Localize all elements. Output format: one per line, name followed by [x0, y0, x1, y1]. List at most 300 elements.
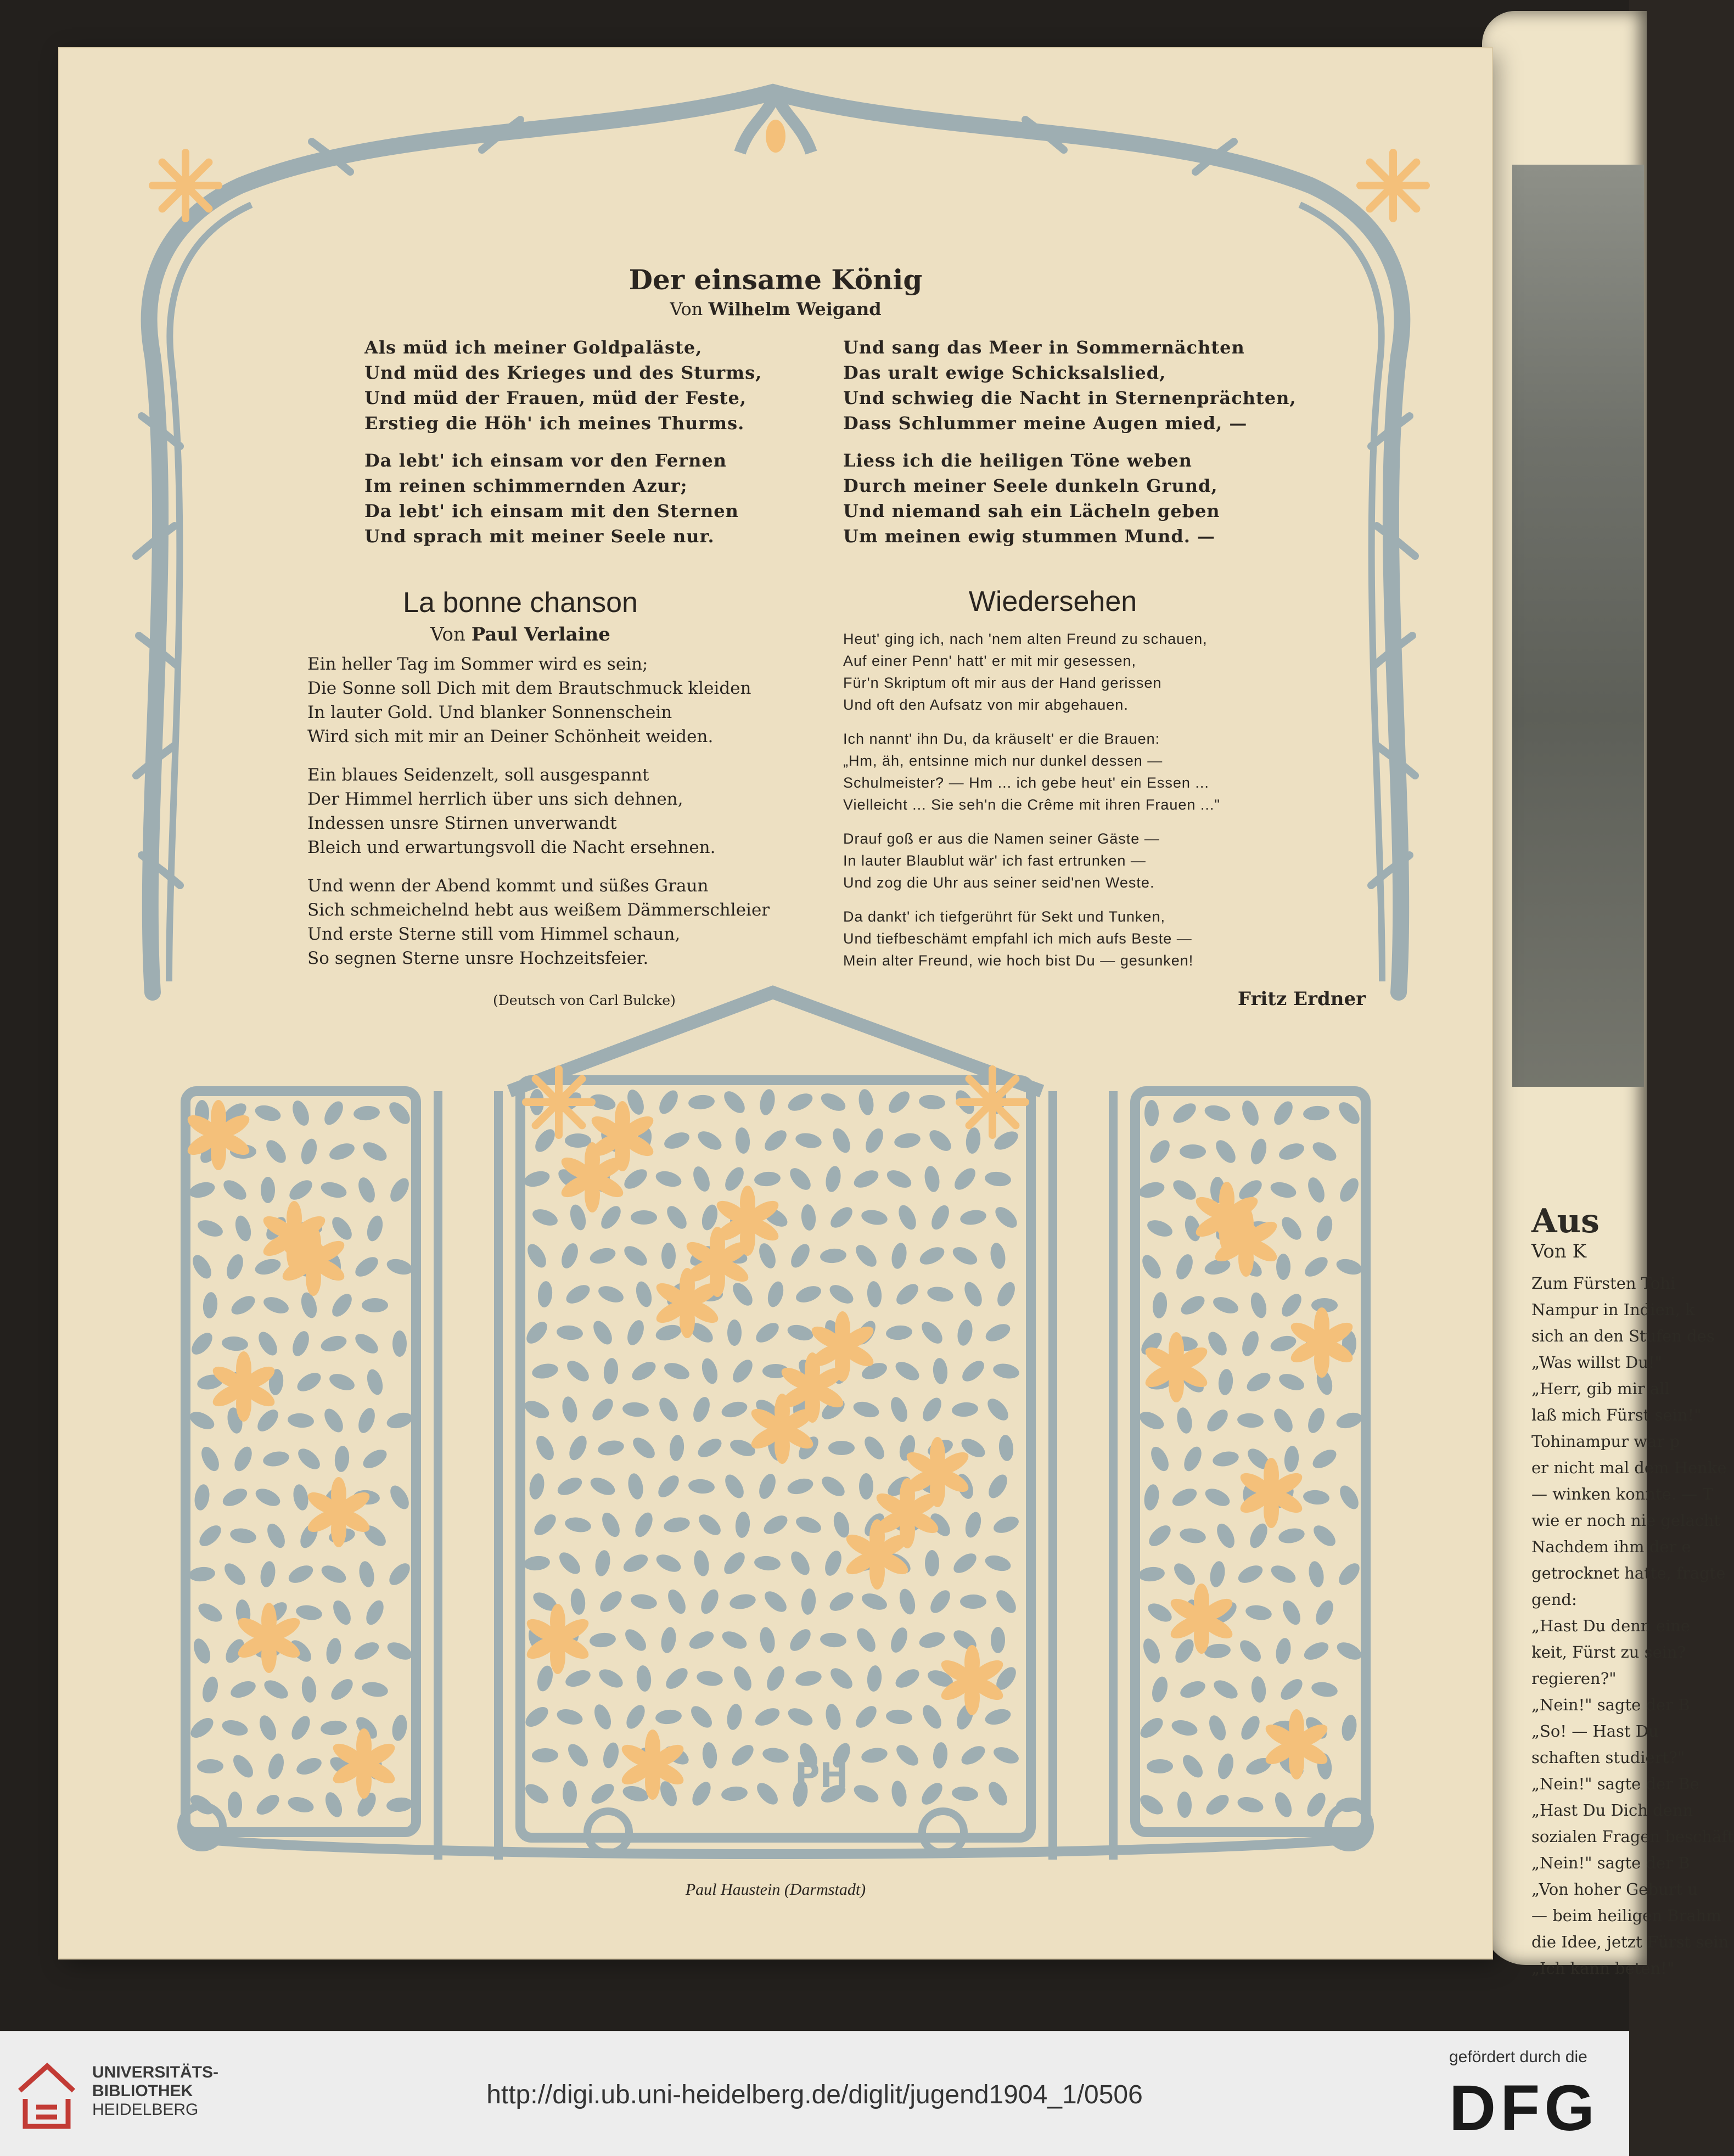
leaf: [1270, 1098, 1296, 1128]
leaf: [364, 1367, 385, 1396]
leaf: [361, 1680, 389, 1699]
flower-center: [806, 1381, 819, 1394]
leaf: [190, 1636, 214, 1666]
leaf: [233, 1214, 254, 1243]
leaf: [1312, 1598, 1337, 1628]
leaf: [786, 1625, 814, 1654]
flower-center: [262, 1631, 276, 1644]
leaf: [386, 1796, 413, 1813]
leaf: [669, 1434, 685, 1462]
next-page-line: „Hast Du denn eine: [1531, 1616, 1691, 1635]
leaf: [195, 1217, 225, 1239]
flower-center: [586, 1171, 599, 1184]
verse-line: Schulmeister? — Hm ... ich gebe heut' ein Essen ...: [843, 774, 1209, 791]
leaf: [659, 1626, 678, 1654]
library-line-2: BIBLIOTHEK: [92, 2082, 193, 2100]
permalink-url[interactable]: http://digi.ub.uni-heidelberg.de/diglit/jugend1904_1/0506: [486, 2080, 1143, 2109]
next-page-line: „Nein!" sagte der B: [1531, 1854, 1690, 1872]
leaf: [563, 1667, 593, 1690]
leaf: [866, 1665, 883, 1692]
poem-title: Der einsame König: [628, 263, 923, 296]
leaf: [264, 1521, 289, 1551]
leaf: [862, 1126, 887, 1156]
next-page-line: sozialen Fragen beschäft: [1531, 1827, 1734, 1846]
leaf: [1237, 1713, 1263, 1743]
leaf: [563, 1281, 593, 1307]
next-page-line: getrocknet hatte, fragte: [1531, 1564, 1726, 1582]
leaf: [895, 1203, 919, 1233]
leaf: [1145, 1217, 1175, 1239]
leaf: [958, 1742, 988, 1768]
leaf: [530, 1206, 560, 1228]
stanza: [843, 828, 1220, 894]
leaf: [688, 1779, 714, 1809]
leaf: [923, 1165, 941, 1193]
verse-line: Ein heller Tag im Sommer wird es sein;: [307, 654, 648, 674]
leaf: [328, 1675, 357, 1704]
next-page-line: „Nein!" sagte der B: [1531, 1695, 1690, 1714]
leaf: [522, 1397, 552, 1422]
leaf: [555, 1706, 584, 1727]
leaf: [629, 1434, 658, 1462]
leaf: [851, 1167, 882, 1191]
leaf: [624, 1318, 647, 1348]
leaf: [228, 1292, 258, 1318]
leaf: [1278, 1214, 1305, 1243]
leaf: [287, 1412, 315, 1429]
flower-center: [1315, 1336, 1328, 1349]
library-line-1: UNIVERSITÄTS-: [92, 2063, 219, 2081]
leaf: [720, 1087, 748, 1116]
flower-center: [357, 1757, 371, 1770]
leaf: [187, 1408, 217, 1433]
leaf: [654, 1472, 682, 1501]
leaf: [852, 1241, 880, 1270]
leaf: [1301, 1253, 1331, 1281]
leaf: [729, 1356, 756, 1386]
verse-line: Und müd des Krieges und des Sturms,: [364, 362, 762, 383]
leaf: [1138, 1566, 1165, 1583]
leaf: [228, 1678, 258, 1701]
leaf: [893, 1131, 922, 1150]
flower-center: [931, 1466, 944, 1479]
leaf: [917, 1244, 947, 1268]
leaf: [522, 1780, 552, 1807]
leaf: [918, 1094, 946, 1111]
leaf: [229, 1526, 257, 1545]
leaf: [262, 1137, 290, 1166]
leaf: [221, 1335, 249, 1352]
poem-byline: [59, 299, 1492, 319]
stanza: [364, 448, 762, 549]
leaf: [565, 1133, 591, 1148]
leaf: [228, 1792, 243, 1818]
flower-center: [332, 1506, 345, 1519]
byline-prefix: Von: [430, 624, 465, 645]
leaf: [992, 1362, 1020, 1381]
leaf: [1307, 1560, 1326, 1588]
leaf: [961, 1279, 985, 1310]
leaf: [299, 1290, 319, 1320]
leaf: [1278, 1290, 1305, 1320]
leaf: [1305, 1175, 1327, 1205]
flower-center: [836, 1340, 849, 1353]
leaf: [262, 1450, 290, 1469]
stanza: [307, 763, 770, 860]
leaf: [690, 1164, 712, 1194]
leaf: [328, 1290, 356, 1320]
flower-center: [901, 1507, 914, 1520]
leaf: [570, 1588, 587, 1615]
leaf: [621, 1242, 650, 1270]
leaf: [787, 1548, 813, 1578]
leaf: [1175, 1406, 1194, 1435]
library-line-3: HEIDELBERG: [92, 2101, 199, 2119]
leaf: [253, 1256, 282, 1277]
leaf: [589, 1632, 616, 1649]
leaf: [1146, 1521, 1175, 1550]
leaf: [998, 1434, 1014, 1462]
leaf: [983, 1553, 1012, 1574]
leaf: [1269, 1562, 1299, 1586]
leaf: [1137, 1714, 1166, 1742]
leaf: [202, 1292, 218, 1319]
leaf: [754, 1171, 781, 1187]
leaf: [522, 1169, 551, 1189]
flower-center: [307, 1254, 320, 1267]
leaf: [663, 1515, 691, 1535]
leaf: [888, 1625, 910, 1655]
leaf: [824, 1703, 843, 1731]
leaf: [800, 1588, 817, 1615]
leaf: [932, 1742, 949, 1769]
leaf: [665, 1587, 689, 1617]
leaf: [636, 1665, 653, 1692]
leaf: [200, 1675, 221, 1704]
leaf: [1335, 1559, 1363, 1588]
leaf: [729, 1279, 756, 1309]
leaf: [1179, 1526, 1207, 1545]
leaf: [1310, 1138, 1339, 1164]
verse-line: Erstieg die Höh' ich meines Thurms.: [364, 413, 745, 434]
illustration-caption: Paul Haustein (Darmstadt): [685, 1880, 866, 1899]
leaf: [632, 1510, 656, 1540]
leaf: [524, 1241, 549, 1271]
leaf: [294, 1445, 323, 1473]
leaf: [621, 1551, 651, 1576]
poem-stanza-left: [364, 335, 762, 561]
leaf: [1277, 1140, 1306, 1163]
leaf: [1177, 1792, 1192, 1818]
leaf: [963, 1510, 984, 1539]
verse-line: Vielleicht ... Sie seh'n die Crême mit ihren Frauen ...": [843, 796, 1221, 813]
leaf: [787, 1241, 813, 1271]
next-page-line: laß mich Fürst sein!": [1531, 1406, 1702, 1424]
leaf: [1178, 1678, 1208, 1701]
flower-center: [1265, 1486, 1278, 1500]
leaf: [893, 1280, 922, 1308]
verse-line: Da dankt' ich tiefgerührt für Sekt und Tunken,: [843, 908, 1165, 925]
leaf: [353, 1105, 380, 1121]
leaf: [983, 1706, 1012, 1727]
leaf: [758, 1088, 777, 1116]
leaf: [568, 1203, 588, 1232]
leaf: [633, 1279, 654, 1309]
flower-center: [1239, 1235, 1253, 1248]
poem-byline: [279, 624, 762, 645]
dfg-logo[interactable]: DFG: [1449, 2072, 1600, 2144]
leaf: [1334, 1410, 1363, 1431]
leaf: [1269, 1180, 1298, 1200]
verse-line: Und tiefbeschämt empfahl ich mich aufs Beste —: [843, 930, 1192, 947]
leaf: [688, 1094, 715, 1110]
leaf: [695, 1511, 724, 1539]
next-page-line: regieren?": [1531, 1669, 1617, 1688]
leaf: [629, 1358, 659, 1384]
leaf: [1170, 1560, 1199, 1589]
leaf: [1140, 1636, 1163, 1666]
verse-line: Ein blaues Seidenzelt, soll ausgespannt: [307, 765, 649, 785]
leaf: [386, 1483, 412, 1512]
leaf: [360, 1446, 390, 1472]
leaf: [1274, 1637, 1293, 1665]
leaf: [286, 1562, 316, 1587]
leaf: [951, 1786, 979, 1802]
leaf: [785, 1705, 816, 1729]
leaf: [1239, 1098, 1261, 1128]
leaf: [253, 1485, 283, 1509]
leaf: [1236, 1562, 1266, 1587]
next-page-line: wie er noch nie gelacht: [1531, 1511, 1721, 1530]
stanza: [843, 728, 1220, 816]
next-page-line: gend:: [1531, 1590, 1577, 1609]
leaf: [320, 1720, 347, 1737]
leaf: [322, 1790, 345, 1820]
leaf: [563, 1357, 592, 1385]
leaf: [597, 1203, 625, 1232]
leaf: [1335, 1098, 1363, 1127]
leaf: [1305, 1406, 1327, 1435]
leaf: [223, 1252, 246, 1282]
leaf: [820, 1248, 847, 1264]
leaf: [1269, 1333, 1298, 1354]
leaf: [1239, 1329, 1261, 1358]
leaf: [1203, 1406, 1231, 1435]
leaf: [588, 1245, 617, 1266]
funded-by-label: gefördert durch die: [1449, 2048, 1587, 2066]
leaf: [321, 1098, 346, 1128]
verse-line: Auf einer Penn' hatt' er mit mir gesessen,: [843, 653, 1137, 669]
leaf: [1277, 1675, 1306, 1704]
next-page-line: „Herr, gib mir all: [1531, 1379, 1670, 1398]
leaf: [857, 1088, 876, 1116]
leaf: [985, 1779, 1011, 1809]
verse-line: Und müd der Frauen, müd der Feste,: [364, 388, 747, 408]
leaf: [1217, 1368, 1234, 1396]
leaf: [352, 1330, 381, 1357]
stanza: [307, 652, 770, 749]
poem-stanza-right: [843, 335, 1297, 561]
verse-line: Da lebt' ich einsam vor den Fernen: [364, 450, 727, 471]
leaf: [991, 1627, 1005, 1653]
leaf: [1276, 1254, 1290, 1280]
verse-line: Und wenn der Abend kommt und süßes Graun: [307, 876, 709, 896]
leaf: [818, 1090, 849, 1115]
leaf: [261, 1177, 275, 1203]
leaf: [893, 1741, 922, 1769]
next-page-line: — winken konnte. — T: [1531, 1485, 1713, 1503]
leaf: [764, 1664, 788, 1694]
leaf: [537, 1281, 553, 1308]
next-page-line: Tohinampur war p: [1531, 1432, 1680, 1451]
leaf: [654, 1169, 683, 1189]
leaf: [918, 1779, 946, 1808]
leaf: [533, 1433, 558, 1463]
leaf: [385, 1559, 413, 1588]
leaf: [785, 1090, 816, 1114]
leaf: [960, 1594, 986, 1609]
leaf: [662, 1360, 692, 1382]
leaf: [1303, 1105, 1330, 1121]
poem-title: La bonne chanson: [403, 587, 638, 619]
verse-line: Und niemand sah ein Lächeln geben: [843, 501, 1220, 521]
leaf: [753, 1319, 782, 1346]
verse-line: Und schwieg die Nacht in Sternenprächten,: [843, 388, 1297, 408]
leaf: [1334, 1256, 1363, 1277]
leaf: [866, 1281, 883, 1308]
leaf: [951, 1401, 979, 1418]
leaf: [1336, 1483, 1362, 1512]
next-page-line: — beim heiligen Brahm: [1531, 1906, 1721, 1925]
leaf: [319, 1333, 348, 1354]
leaf: [187, 1180, 216, 1200]
next-page-photo: [1512, 165, 1644, 1087]
leaf: [928, 1203, 953, 1233]
leaf: [655, 1709, 682, 1726]
flower-center: [288, 1229, 301, 1243]
leaf: [603, 1357, 619, 1385]
leaf: [663, 1664, 692, 1693]
leaf: [188, 1566, 216, 1583]
leaf: [721, 1786, 748, 1803]
frame-branch-inner-right: [1300, 205, 1382, 981]
leaf: [289, 1329, 312, 1358]
flower-center: [711, 1255, 724, 1268]
leaf: [355, 1175, 378, 1205]
leaf: [885, 1324, 913, 1341]
leaf: [831, 1510, 852, 1539]
leaf: [785, 1322, 815, 1343]
leaf: [925, 1550, 939, 1576]
leaf: [193, 1483, 211, 1512]
leaf: [753, 1779, 782, 1809]
leaf: [695, 1669, 724, 1688]
leaf: [564, 1740, 592, 1770]
leaf: [860, 1590, 889, 1613]
leaf: [699, 1356, 720, 1385]
leaf: [301, 1676, 318, 1703]
verse-line: Um meinen ewig stummen Mund. —: [843, 526, 1216, 547]
leaf: [261, 1294, 291, 1316]
next-page-line: sich an den Stufen des: [1531, 1327, 1715, 1345]
leaf: [1272, 1790, 1295, 1820]
verse-line: Mein alter Freund, wie hoch bist Du — gesunken!: [843, 952, 1194, 969]
leaf: [989, 1242, 1007, 1270]
leaf: [324, 1637, 343, 1665]
leaf: [352, 1253, 381, 1281]
leaf: [720, 1548, 748, 1577]
leaf: [198, 1444, 223, 1474]
leaf: [919, 1702, 945, 1732]
leaf: [588, 1395, 616, 1424]
leaf: [319, 1180, 348, 1200]
verse-line: Und sang das Meer in Sommernächten: [843, 337, 1245, 358]
leaf: [661, 1243, 676, 1269]
poem-title: Wiedersehen: [968, 586, 1137, 617]
leaf: [1211, 1450, 1240, 1469]
leaf: [1173, 1252, 1196, 1282]
leaf: [1181, 1444, 1205, 1474]
leaf: [532, 1748, 558, 1763]
leaf: [593, 1549, 612, 1577]
leaf: [959, 1208, 987, 1227]
next-page-line: „Was willst Du!": [1531, 1353, 1662, 1372]
leaf: [522, 1703, 552, 1731]
verse-line: Und sprach mit meiner Seele nur.: [364, 526, 715, 547]
leaf: [291, 1483, 311, 1512]
flower-center: [237, 1380, 250, 1393]
leaf: [720, 1399, 749, 1420]
leaf: [1334, 1639, 1365, 1663]
verse-line: Für'n Skriptum oft mir aus der Hand gerissen: [843, 675, 1162, 691]
leaf: [918, 1318, 946, 1347]
flower-center: [1195, 1612, 1208, 1625]
stanza: [843, 335, 1297, 436]
leaf: [528, 1472, 546, 1501]
leaf: [321, 1406, 346, 1435]
flower-center: [741, 1214, 754, 1227]
leaf: [727, 1320, 742, 1346]
leaf: [827, 1588, 856, 1614]
flower-center: [776, 1422, 789, 1435]
verse-line: Der Himmel herrlich über uns sich dehnen,: [307, 789, 683, 809]
magazine-page: [59, 48, 1492, 1958]
leaf: [299, 1137, 319, 1166]
leaf: [734, 1511, 751, 1539]
leaf: [695, 1435, 725, 1461]
leaf: [1244, 1369, 1273, 1395]
leaf: [1206, 1713, 1229, 1743]
leaf: [1277, 1526, 1306, 1546]
flower-center: [871, 1548, 884, 1561]
leaf: [721, 1472, 747, 1501]
flower-center: [646, 1758, 659, 1771]
leaf: [692, 1549, 711, 1577]
next-page-line: Zum Fürsten Tohi: [1531, 1274, 1676, 1293]
leaf: [1147, 1759, 1173, 1774]
leaf: [919, 1395, 945, 1424]
leaf: [786, 1164, 814, 1193]
leaf: [885, 1709, 913, 1725]
stanza: [843, 906, 1220, 972]
leaf: [761, 1746, 790, 1765]
leaf: [523, 1555, 551, 1572]
leaf: [266, 1751, 287, 1781]
translator-credit: (Deutsch von Carl Bulcke): [493, 992, 676, 1008]
leaf: [288, 1713, 313, 1743]
leaf: [1301, 1639, 1332, 1664]
leaf: [327, 1140, 357, 1163]
